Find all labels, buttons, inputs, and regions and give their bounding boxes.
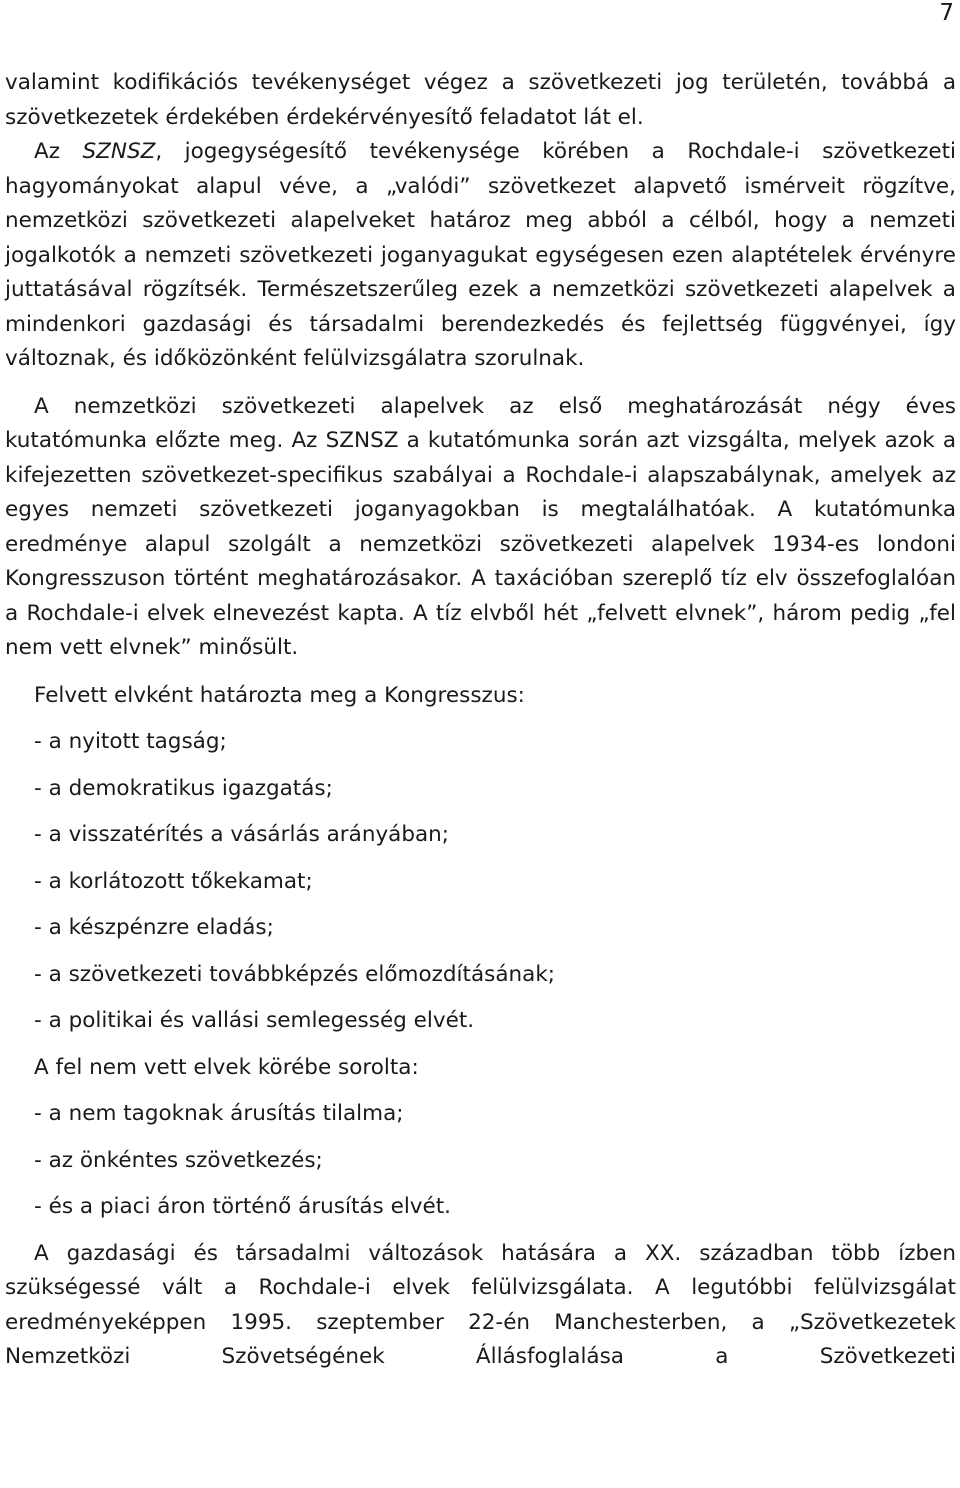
adopted-principle-item: - a demokratikus igazgatás; <box>34 775 333 801</box>
adopted-principle-item: - a nyitott tagság; <box>34 729 227 754</box>
document-body <box>5 66 956 1375</box>
adopted-principle-item: - a készpénzre eladás; <box>34 915 274 940</box>
adopted-principle-item: - a korlátozott tőkekamat; <box>34 868 313 894</box>
adopted-principle-item: - a visszatérítés a vásárlás arányában; <box>34 822 450 847</box>
paragraph-intro: valamint kodifikációs tevékenységet végez a szövetkezeti jog területén, továbbá a szövetkezetek érdekében érdekérvényesítő feladatot lát el. <box>5 70 956 130</box>
not-adopted-principle-item: - és a piaci áron történő árusítás elvét. <box>34 1194 452 1219</box>
sznsz-abbreviation: SZNSZ <box>82 139 156 164</box>
paragraph-sznsz-lead: Az <box>34 139 83 164</box>
paragraph-closing: A gazdasági és társadalmi változások hatására a XX. században több ízben szükségessé vált a Rochdale-i elvek felülvizsgálata. A legutóbbi felülvizsgálat eredményeképpen 1995. szeptember 22-én Manchesterben, a „Szövetkezetek Nemzetközi Szövetségének Állásfoglalása a Szövetkezeti <box>5 1240 956 1369</box>
adopted-principles-heading: Felvett elvként határozta meg a Kongresszus: <box>34 682 525 708</box>
paragraph-sznsz <box>5 135 956 377</box>
paragraph-sznsz-body: , jogegységesítő tevékenysége körében a Rochdale-i szövetkezeti hagyományokat alapul véve, a „valódi” szövetkezet alapvető ismérveit rögzítve, nemzetközi szövetkezeti alapelveket határoz meg abból a célból, hogy a nemzeti jogalkotók a nemzeti szövetkezeti joganyagukat egységesen ezen alaptételek érvényre juttatásával rögzítsék. Természetszerűleg ezek a nemzetközi szövetkezeti alapelvek a mindenkori gazdasági és társadalmi berendezkedés és fejlettség függvényei, így változnak, és időközönként felülvizsgálatra szorulnak. <box>5 139 956 371</box>
adopted-principle-item: - a szövetkezeti továbbképzés előmozdításának; <box>34 961 556 987</box>
not-adopted-principle-item: - az önkéntes szövetkezés; <box>34 1147 323 1173</box>
not-adopted-principles-heading: A fel nem vett elvek körébe sorolta: <box>34 1054 419 1080</box>
paragraph-research: A nemzetközi szövetkezeti alapelvek az első meghatározását négy éves kutatómunka előzte meg. Az SZNSZ a kutatómunka során azt vizsgálta, melyek azok a kifejezetten szövetkezet-specifikus szabályai a Rochdale-i alapszabálynak, amelyek az egyes nemzeti szövetkezeti joganyagokban is megtalálhatóak. A kutatómunka eredménye alapul szolgált a nemzetközi szövetkezeti alapelvek 1934-es londoni Kongresszuson történt meghatározásakor. A taxációban szereplő tíz elv összefoglalóan a Rochdale-i elvek elnevezést kapta. A tíz elvből hét „felvett elvnek”, három pedig „fel nem vett elvnek” minősült. <box>5 393 956 660</box>
adopted-principle-item: - a politikai és vallási semlegesség elvét. <box>34 1008 475 1033</box>
page-number: 7 <box>939 0 954 26</box>
not-adopted-principle-item: - a nem tagoknak árusítás tilalma; <box>34 1101 404 1126</box>
